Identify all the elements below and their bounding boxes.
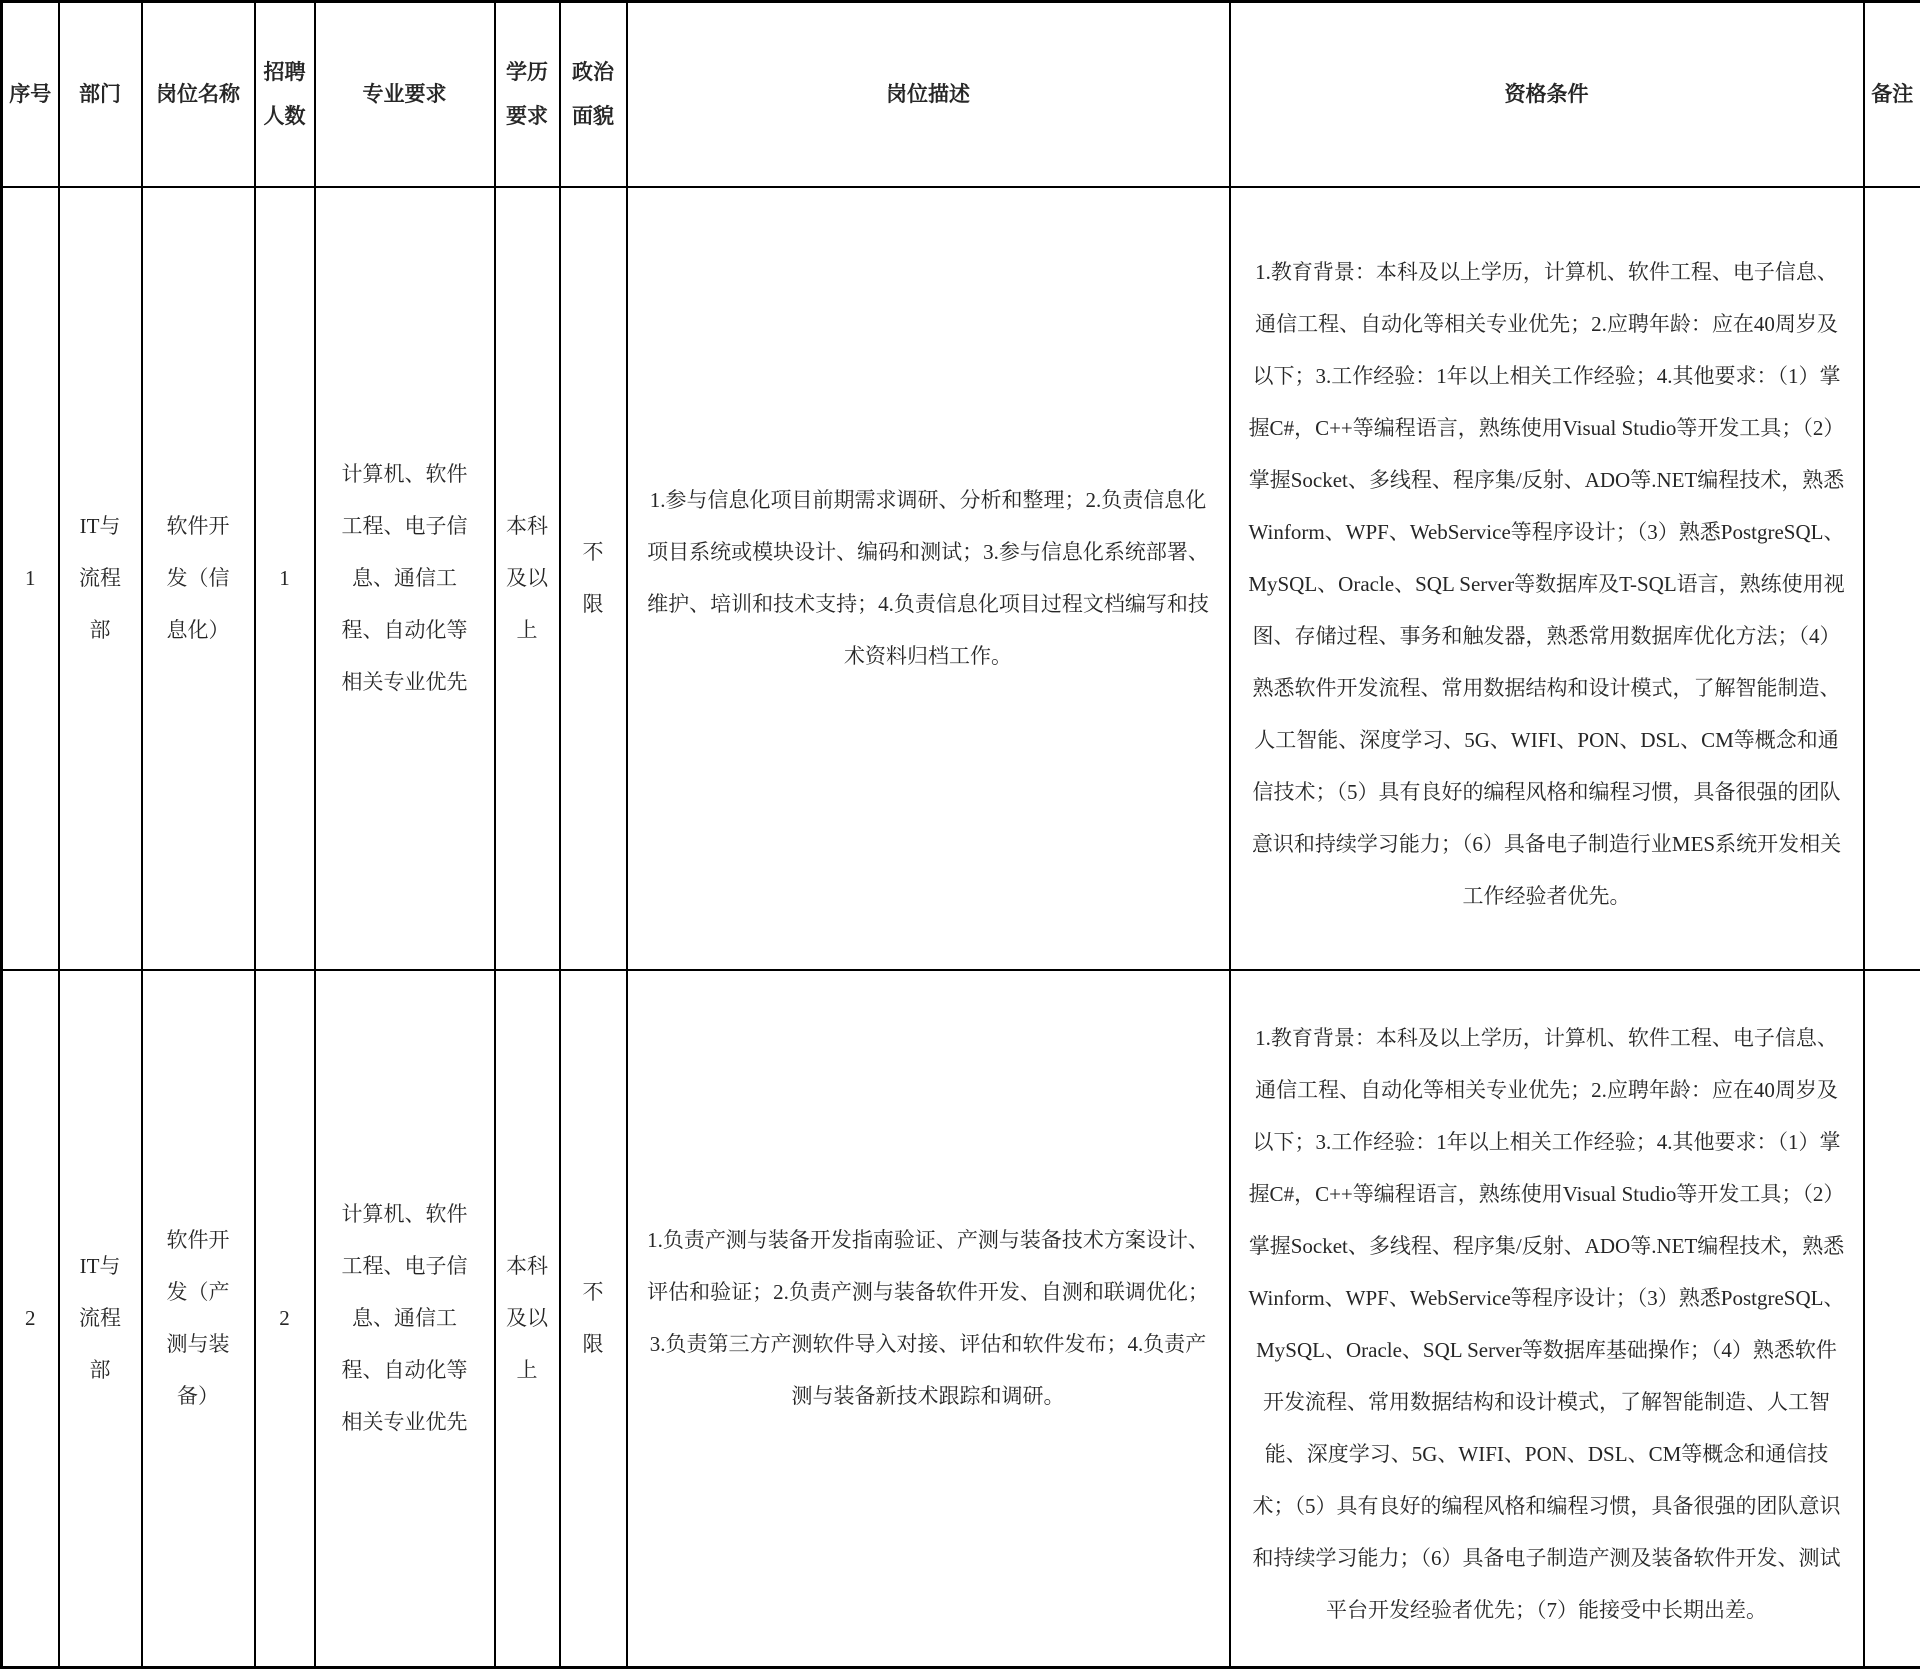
table-row: [2, 187, 1920, 970]
cell-headcount: 1: [255, 187, 315, 970]
cell-education: 本科及以上: [495, 187, 560, 970]
cell-job-description: 1.参与信息化项目前期需求调研、分析和整理；2.负责信息化项目系统或模块设计、编码和测试；3.参与信息化系统部署、维护、培训和技术支持；4.负责信息化项目过程文档编写和技术资料归档工作。: [627, 187, 1230, 970]
cell-job-description: 1.负责产测与装备开发指南验证、产测与装备技术方案设计、评估和验证；2.负责产测与装备软件开发、自测和联调优化；3.负责第三方产测软件导入对接、评估和软件发布；4.负责产测与装备新技术跟踪和调研。: [627, 970, 1230, 1668]
cell-remarks: [1864, 187, 1920, 970]
col-header-job-description: 岗位描述: [627, 2, 1230, 187]
cell-qualifications: 1.教育背景：本科及以上学历，计算机、软件工程、电子信息、通信工程、自动化等相关专业优先；2.应聘年龄：应在40周岁及以下；3.工作经验：1年以上相关工作经验；4.其他要求：（1）掌握C#，C++等编程语言，熟练使用Visual Studio等开发工具；（2）掌握Socket、多线程、程序集/反射、ADO等.NET编程技术，熟悉 Winform、WPF、WebService等程序设计；（3）熟悉PostgreSQL、MySQL、Oracle、SQL Server等数据库及T-SQL语言，熟练使用视图、存储过程、事务和触发器，熟悉常用数据库优化方法；（4）熟悉软件开发流程、常用数据结构和设计模式，了解智能制造、人工智能、深度学习、5G、WIFI、PON、DSL、CM等概念和通信技术；（5）具有良好的编程风格和编程习惯，具备很强的团队意识和持续学习能力；（6）具备电子制造行业MES系统开发相关工作经验者优先。: [1230, 187, 1864, 970]
col-header-department: 部门: [59, 2, 142, 187]
col-header-qualifications: 资格条件: [1230, 2, 1864, 187]
table-header-row: [2, 2, 1920, 187]
cell-major: 计算机、软件工程、电子信息、通信工程、自动化等相关专业优先: [315, 970, 495, 1668]
col-header-political-status: 政治面貌: [560, 2, 627, 187]
cell-position: 软件开发（信息化）: [142, 187, 255, 970]
col-header-education: 学历要求: [495, 2, 560, 187]
cell-headcount: 2: [255, 970, 315, 1668]
cell-index: 2: [2, 970, 59, 1668]
cell-political-status: 不限: [560, 187, 627, 970]
cell-major: 计算机、软件工程、电子信息、通信工程、自动化等相关专业优先: [315, 187, 495, 970]
table-row: [2, 970, 1920, 1668]
col-header-position: 岗位名称: [142, 2, 255, 187]
col-header-major: 专业要求: [315, 2, 495, 187]
cell-political-status: 不限: [560, 970, 627, 1668]
cell-position: 软件开发（产测与装备）: [142, 970, 255, 1668]
cell-education: 本科及以上: [495, 970, 560, 1668]
cell-qualifications: 1.教育背景：本科及以上学历，计算机、软件工程、电子信息、通信工程、自动化等相关专业优先；2.应聘年龄：应在40周岁及以下；3.工作经验：1年以上相关工作经验；4.其他要求：（1）掌握C#，C++等编程语言，熟练使用Visual Studio等开发工具；（2）掌握Socket、多线程、程序集/反射、ADO等.NET编程技术，熟悉 Winform、WPF、WebService等程序设计；（3）熟悉PostgreSQL、MySQL、Oracle、SQL Server等数据库基础操作；（4）熟悉软件开发流程、常用数据结构和设计模式，了解智能制造、人工智能、深度学习、5G、WIFI、PON、DSL、CM等概念和通信技术；（5）具有良好的编程风格和编程习惯，具备很强的团队意识和持续学习能力；（6）具备电子制造产测及装备软件开发、测试平台开发经验者优先；（7）能接受中长期出差。: [1230, 970, 1864, 1668]
cell-department: IT与流程部: [59, 187, 142, 970]
col-header-headcount: 招聘人数: [255, 2, 315, 187]
cell-remarks: [1864, 970, 1920, 1668]
cell-index: 1: [2, 187, 59, 970]
col-header-remarks: 备注: [1864, 2, 1920, 187]
cell-department: IT与流程部: [59, 970, 142, 1668]
col-header-index: 序号: [2, 2, 59, 187]
